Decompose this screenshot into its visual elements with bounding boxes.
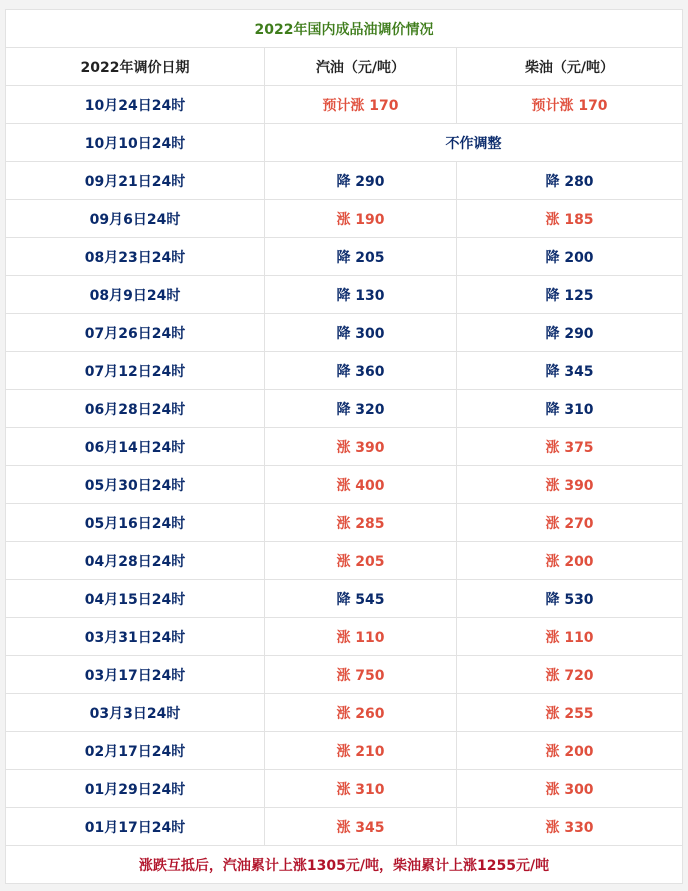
table-row: [6, 580, 683, 618]
row-diesel: 涨 185: [457, 200, 683, 238]
row-date: 08月9日24时: [6, 276, 265, 314]
table-row: [6, 770, 683, 808]
row-date: 03月17日24时: [6, 656, 265, 694]
table-row: [6, 124, 683, 162]
row-diesel: 预计涨 170: [457, 86, 683, 124]
row-gasoline: 降 320: [265, 390, 457, 428]
row-date: 06月14日24时: [6, 428, 265, 466]
table-title: 2022年国内成品油调价情况: [6, 10, 683, 48]
table-row: [6, 732, 683, 770]
row-date: 05月30日24时: [6, 466, 265, 504]
row-diesel: 降 125: [457, 276, 683, 314]
row-date: 09月6日24时: [6, 200, 265, 238]
row-gasoline: 涨 190: [265, 200, 457, 238]
title-row: [6, 10, 683, 48]
table-row: [6, 656, 683, 694]
header-row: [6, 48, 683, 86]
row-gasoline: 涨 110: [265, 618, 457, 656]
row-gasoline: 降 205: [265, 238, 457, 276]
table-row: [6, 808, 683, 846]
row-date: 05月16日24时: [6, 504, 265, 542]
row-date: 04月28日24时: [6, 542, 265, 580]
row-gasoline: 涨 390: [265, 428, 457, 466]
row-gasoline: 涨 345: [265, 808, 457, 846]
row-date: 06月28日24时: [6, 390, 265, 428]
row-date: 04月15日24时: [6, 580, 265, 618]
table-row: [6, 200, 683, 238]
row-diesel: 降 200: [457, 238, 683, 276]
row-diesel: 涨 200: [457, 542, 683, 580]
row-gasoline: 降 360: [265, 352, 457, 390]
row-diesel: 降 290: [457, 314, 683, 352]
row-gasoline: 涨 260: [265, 694, 457, 732]
row-diesel: 降 280: [457, 162, 683, 200]
row-date: 09月21日24时: [6, 162, 265, 200]
table-row: [6, 86, 683, 124]
row-diesel: 涨 110: [457, 618, 683, 656]
row-gasoline: 涨 285: [265, 504, 457, 542]
table-row: [6, 352, 683, 390]
row-date: 07月12日24时: [6, 352, 265, 390]
row-gasoline: 涨 400: [265, 466, 457, 504]
table-row: [6, 542, 683, 580]
row-diesel: 涨 720: [457, 656, 683, 694]
row-date: 01月17日24时: [6, 808, 265, 846]
header-date: 2022年调价日期: [6, 48, 265, 86]
row-date: 07月26日24时: [6, 314, 265, 352]
table-row: [6, 694, 683, 732]
table-row: [6, 276, 683, 314]
row-date: 03月3日24时: [6, 694, 265, 732]
row-diesel: 涨 375: [457, 428, 683, 466]
header-gasoline: 汽油（元/吨）: [265, 48, 457, 86]
row-gasoline: 降 545: [265, 580, 457, 618]
row-date: 08月23日24时: [6, 238, 265, 276]
row-diesel: 涨 390: [457, 466, 683, 504]
table-body: [6, 86, 683, 846]
row-date: 02月17日24时: [6, 732, 265, 770]
row-gasoline: 降 290: [265, 162, 457, 200]
table-row: [6, 162, 683, 200]
row-diesel: 降 310: [457, 390, 683, 428]
row-diesel: 涨 200: [457, 732, 683, 770]
row-gasoline: 涨 750: [265, 656, 457, 694]
table-row: [6, 618, 683, 656]
oil-price-table: [5, 9, 683, 884]
row-date: 10月10日24时: [6, 124, 265, 162]
row-date: 01月29日24时: [6, 770, 265, 808]
table-row: [6, 428, 683, 466]
row-diesel: 涨 300: [457, 770, 683, 808]
row-diesel: 涨 255: [457, 694, 683, 732]
table-row: [6, 466, 683, 504]
table-row: [6, 504, 683, 542]
summary-row: [6, 846, 683, 884]
row-diesel: 降 345: [457, 352, 683, 390]
row-date: 10月24日24时: [6, 86, 265, 124]
table-row: [6, 314, 683, 352]
row-date: 03月31日24时: [6, 618, 265, 656]
row-gasoline: 预计涨 170: [265, 86, 457, 124]
row-gasoline: 降 300: [265, 314, 457, 352]
row-gasoline: 涨 310: [265, 770, 457, 808]
table-row: [6, 238, 683, 276]
row-diesel: 涨 330: [457, 808, 683, 846]
table-row: [6, 390, 683, 428]
row-diesel: 涨 270: [457, 504, 683, 542]
header-diesel: 柴油（元/吨）: [457, 48, 683, 86]
summary-text: 涨跌互抵后，汽油累计上涨1305元/吨，柴油累计上涨1255元/吨: [6, 846, 683, 884]
row-gasoline: 涨 205: [265, 542, 457, 580]
row-no-change: 不作调整: [265, 124, 683, 162]
row-gasoline: 涨 210: [265, 732, 457, 770]
row-diesel: 降 530: [457, 580, 683, 618]
row-gasoline: 降 130: [265, 276, 457, 314]
